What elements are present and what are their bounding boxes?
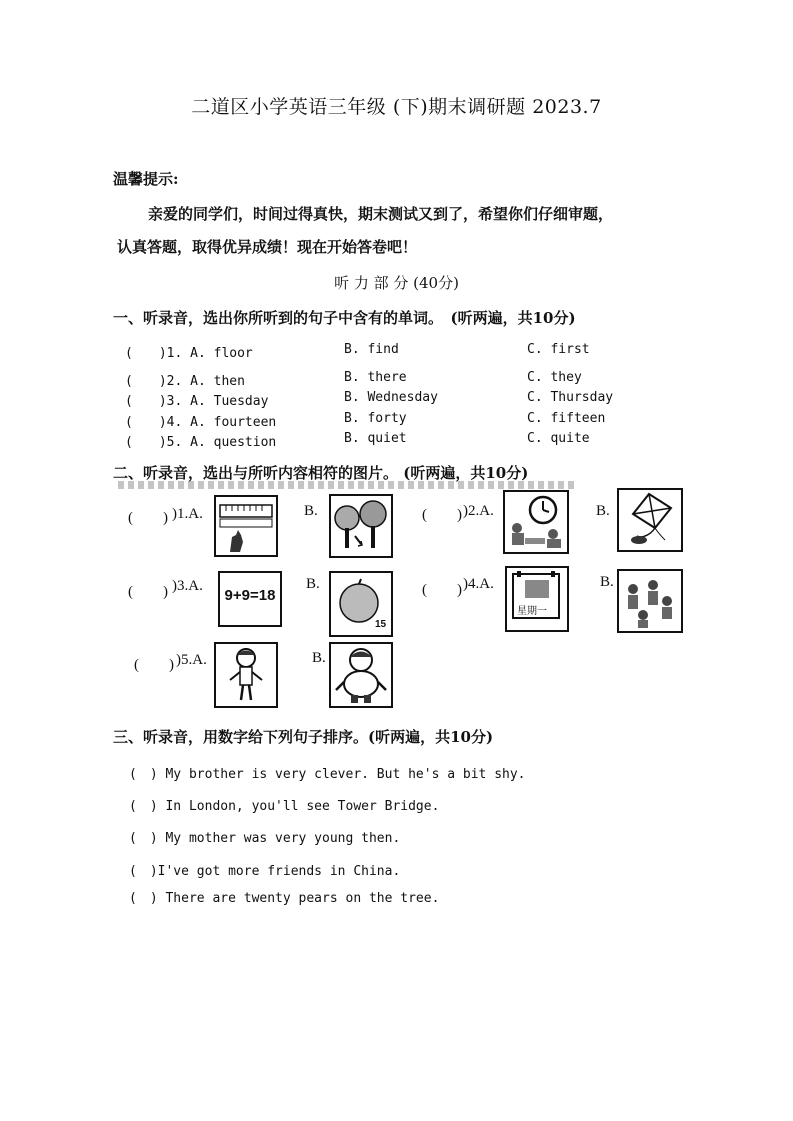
- calendar-icon: [507, 568, 567, 630]
- s3-sentence-1: ( ) My brother is very clever. But he's a bit shy.: [129, 767, 526, 782]
- s3-sentence-5: ( ) There are twenty pears on the tree.: [129, 891, 440, 906]
- s1-q4-b: B. forty: [344, 411, 407, 426]
- ruler-hand-icon: [216, 497, 276, 555]
- s2-q3-a-picture[interactable]: [218, 571, 282, 627]
- s1-q5-a: ( )5. A. question: [125, 435, 277, 450]
- s2-q2-a-picture[interactable]: [503, 490, 569, 554]
- kite-icon: [619, 490, 681, 550]
- s2-q2-a-label: )2.A.: [463, 503, 494, 519]
- s2-q1-a-label: )1.A.: [172, 506, 203, 522]
- s2-q4-b-picture[interactable]: [617, 569, 683, 633]
- s1-q1-a: ( )1. A. floor: [125, 346, 253, 361]
- s1-q3-b: B. Wednesday: [344, 390, 438, 405]
- s1-q5-b: B. quiet: [344, 431, 407, 446]
- section3-heading: 三、听录音，用数字给下列句子排序。(听两遍，共10分): [113, 728, 494, 746]
- s2-q3-b-picture[interactable]: [329, 571, 393, 637]
- s1-q1-b: B. find: [344, 342, 399, 357]
- s1-q2-a: ( )2. A. then: [125, 374, 245, 389]
- s2-q2-b-label: B.: [596, 503, 610, 519]
- math-equation: 9+9=18: [224, 587, 276, 604]
- s3-sentence-2: ( ) In London, you'll see Tower Bridge.: [129, 799, 440, 814]
- s2-q4-a-picture[interactable]: [505, 566, 569, 632]
- s2-q5-paren: ( ): [134, 657, 174, 673]
- page-title: 二道区小学英语三年级 (下)期末调研题 2023.7: [191, 96, 602, 118]
- tip-line-2: 认真答题，取得优异成绩！现在开始答卷吧！: [117, 238, 418, 256]
- s1-q1-c: C. first: [527, 342, 590, 357]
- s2-q3-b-label: B.: [306, 576, 320, 592]
- s2-q5-b-label: B.: [312, 650, 326, 666]
- s1-q4-c: C. fifteen: [527, 411, 606, 426]
- s2-q1-a-picture[interactable]: [214, 495, 278, 557]
- clock-people-icon: [505, 492, 567, 552]
- s2-q4-a-label: )4.A.: [463, 576, 494, 592]
- s2-q4-b-label: B.: [600, 574, 614, 590]
- s3-sentence-3: ( ) My mother was very young then.: [129, 831, 401, 846]
- s2-q1-paren: ( ): [128, 510, 168, 526]
- s2-q5-b-picture[interactable]: [329, 642, 393, 708]
- s1-q2-b: B. there: [344, 370, 407, 385]
- s2-q2-b-picture[interactable]: [617, 488, 683, 552]
- s1-q4-a: ( )4. A. fourteen: [125, 415, 277, 430]
- tip-heading: 温馨提示:: [113, 170, 179, 188]
- section2-heading: 二、听录音，选出与所听内容相符的图片。 (听两遍，共10分): [113, 464, 529, 482]
- s1-q3-c: C. Thursday: [527, 390, 614, 405]
- s2-q1-b-picture[interactable]: [329, 494, 393, 558]
- trees-icon: [331, 496, 391, 556]
- children-playing-icon: [619, 571, 681, 631]
- listening-header: 听 力 部 分 (40分): [334, 274, 459, 292]
- orange-number: 15: [375, 619, 387, 630]
- s2-q5-a-label: )5.A.: [176, 652, 207, 668]
- s1-q5-c: C. quite: [527, 431, 590, 446]
- tip-line-1: 亲爱的同学们，时间过得真快，期末测试又到了，希望你们仔细审题，: [148, 205, 614, 223]
- scan-artifact: [118, 481, 578, 489]
- s1-q2-c: C. they: [527, 370, 582, 385]
- s3-sentence-4: ( )I've got more friends in China.: [129, 864, 401, 879]
- s2-q2-paren: ( ): [422, 507, 462, 523]
- section1-heading: 一、听录音，选出你所听到的句子中含有的单词。 (听两遍，共10分): [113, 309, 576, 327]
- boy-thin-icon: [216, 644, 276, 706]
- s1-q3-a: ( )3. A. Tuesday: [125, 394, 269, 409]
- s2-q1-b-label: B.: [304, 503, 318, 519]
- s2-q4-paren: ( ): [422, 582, 462, 598]
- s2-q5-a-picture[interactable]: [214, 642, 278, 708]
- s2-q3-paren: ( ): [128, 584, 168, 600]
- boy-fat-icon: [331, 644, 391, 706]
- calendar-label: 星期一: [517, 606, 547, 617]
- s2-q3-a-label: )3.A.: [172, 578, 203, 594]
